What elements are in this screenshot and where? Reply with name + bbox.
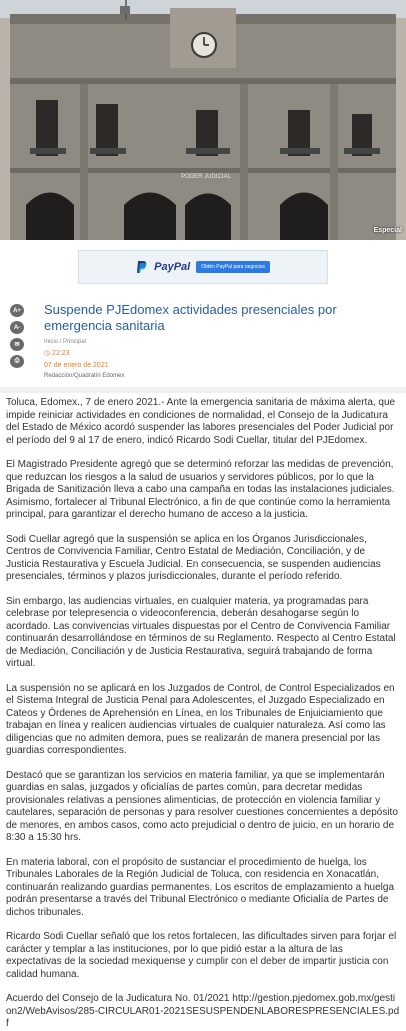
paypal-brand: PayPal	[154, 261, 191, 273]
article-author: Redacción/Quadratín Edomex	[44, 373, 125, 379]
article-date: 07 de enero de 2021	[44, 362, 109, 369]
document-link[interactable]: Acuerdo del Consejo de la Judicatura No. 01/2021 http://gestion.pjedomex.gob.mx/gestion2/WebAvisos/285-CIRCULAR01-2021SESUSPENDENLABORESPRESENCIALES.pdf	[6, 993, 400, 1029]
photo-caption: Especial	[373, 227, 402, 234]
article-paragraph: El Magistrado Presidente agregó que se determinó reforzar las medidas de prevención, que reduzcan los riesgos a la salud de usuarios y servidores públicos, por lo que la Brigada de Sanitización lleva a cabo una campaña en todas las instalaciones judiciales. Asimismo, fortalecer al Tribunal Electrónico, a fin de que continúe como la herramienta principal, para garantizar el derecho humano de acceso a la justicia.	[6, 459, 395, 520]
print-icon[interactable]: ⎙	[10, 355, 24, 368]
article-paragraph: La suspensión no se aplicará en los Juzgados de Control, de Control Especializados en el Sistema Integral de Justicia Penal para Adolescentes, el Juzgado Especializado en Cateos y Órdenes de Aprehensión en Línea, en los Tribunales de Enjuiciamiento que trabajan en línea y realicen audiencias virtuales de cualquier naturaleza. Así como las diligencias que no admiten demora, pues se realizarán de manera presencial por las guardias correspondientes.	[6, 682, 395, 756]
article-paragraph: Sin embargo, las audiencias virtuales, en cualquier materia, ya programadas para celebrase por telepresencia o videoconferencia, deberán desahogarse según lo acordado. Las convivencias virtuales dispuestas por el Centro de Convivencia Familiar continuarán desarrollándose en términos de su Reglamento. Respecto al Centro Estatal de Mediación, Conciliación y de Justicia Restaurativa, seguirá trabajando de forma virtual.	[6, 595, 396, 669]
article-time: ◷ 22:23	[44, 350, 70, 357]
hero-photo	[0, 0, 406, 240]
font-increase-icon[interactable]: A+	[10, 304, 24, 317]
article-paragraph: Ricardo Sodi Cuellar señaló que los retos fortalecen, las dificultades sirven para forjar el carácter y templar a las instituciones, por lo que pidió estar a la altura de las expectativas de la sociedad mexiquense y cumplir con el deber de impartir justicia con calidad humana.	[6, 931, 397, 980]
article-headinfo	[34, 302, 384, 379]
email-icon[interactable]: ✉	[10, 338, 24, 351]
building-sign: PODER JUDICIAL	[181, 174, 231, 180]
article-title: Suspende PJEdomex actividades presenciales por emergencia sanitaria	[44, 302, 337, 333]
article-paragraph: Toluca, Edomex., 7 de enero 2021.- Ante la emergencia sanitaria de máxima alerta, que impide reiniciar actividades en condiciones de normalidad, el Consejo de la Judicatura del Estado de México acordó suspender las labores presenciales del Poder Judicial por el período del 9 al 17 de enero, indicó Ricardo Sodi Cuellar, titular del PJEdomex.	[6, 397, 396, 446]
article-paragraph: Destacó que se garantizan los servicios en materia familiar, ya que se implementarán guardias en salas, juzgados y oficialías de partes común, para decretar medidas provisionales relativas a pensiones alimenticias, de protección en violencia familiar y cautelares, separación de personas y para resolver cuestiones concernientes a depósito de menores, en ambos casos, como acto prejudicial o dentro de juicio, en un horario de 8:30 a 15:30 hrs.	[6, 769, 398, 843]
article-body	[0, 393, 406, 1031]
article-header	[0, 302, 406, 379]
building-photo-icon	[0, 0, 406, 240]
paypal-ad-banner[interactable]	[78, 250, 328, 284]
paypal-icon	[136, 260, 148, 274]
article-tools	[10, 302, 34, 379]
article-paragraph: Sodi Cuellar agregó que la suspensión se aplica en los Órganos Jurisdiccionales, Centros de Convivencia Familiar, Centro Estatal de Mediación, Conciliación, y de Justicia Restaurativa y Escuela Judicial. En consecuencia, se suspenden audiencias presenciales, términos y plazos jurisdiccionales, durante el período referido.	[6, 533, 381, 582]
breadcrumb[interactable]: Inicio / Principal	[44, 339, 87, 345]
article-paragraph: En materia laboral, con el propósito de sustanciar el procedimiento de huelga, los Tribunales Laborales de la Región Judicial de Toluca, con residencia en Xonacatlán, continuarán realizando guardias permanentes. Los escritos de emplazamiento a huelga podrán presentarse a través del Tribunal Electrónico o mediante Oficialía de Partes de dichos tribunales.	[6, 856, 395, 918]
ad-banner-container	[0, 246, 406, 288]
paypal-cta-button[interactable]: Obtén PayPal para negocios	[196, 261, 270, 273]
font-decrease-icon[interactable]: A-	[10, 321, 24, 334]
